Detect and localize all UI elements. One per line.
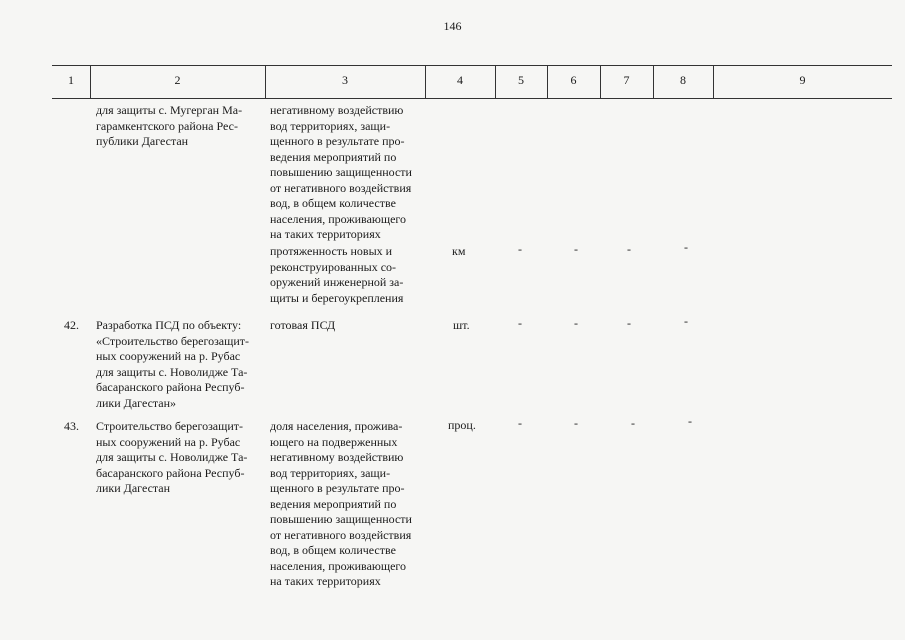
unit-label: км (452, 244, 466, 258)
unit-label: проц. (448, 418, 476, 432)
column-header-2: 2 (174, 73, 181, 87)
value-dash: - (684, 314, 688, 328)
object-name: Строительство берегозащит- ных сооружений на р. Рубас для защиты с. Новолидже Та- басаранского района Респуб- лики Дагестан (96, 419, 248, 495)
value-dash: - (688, 414, 692, 428)
column-header-7: 7 (623, 73, 630, 87)
indicator-description: негативному воздействию вод территориях, защи- щенного в результате про- ведения мероприятий по повышению защищенности от негативного воздействия вод, в общем количестве населения, проживающего на таких территориях (270, 103, 412, 241)
value-dash: - (627, 242, 631, 256)
indicator-description: протяженность новых и реконструированных со- оружений инженерной за- щиты и берегоукрепления (270, 244, 404, 305)
indicator-description: доля населения, прожива- ющего на подверженных негативному воздействию вод территориях, защи- щенного в результате про- ведения мероприятий по повышению защищенности от негативного воздействия вод, в общем количестве населения, проживающего на таких территориях (270, 419, 412, 588)
unit-label: шт. (453, 318, 470, 332)
value-dash: - (518, 416, 522, 430)
value-dash: - (574, 242, 578, 256)
column-header-4: 4 (457, 73, 463, 87)
header-bottom-rule (52, 98, 892, 99)
row-number: 43. (64, 419, 79, 433)
row-number: 42. (64, 318, 79, 332)
value-dash: - (574, 316, 578, 330)
column-header-6: 6 (570, 73, 577, 87)
column-header-1: 1 (68, 73, 74, 87)
column-header-8: 8 (680, 73, 686, 87)
value-dash: - (574, 416, 578, 430)
value-dash: - (684, 240, 688, 254)
column-header-9: 9 (799, 73, 806, 87)
indicator-description: готовая ПСД (270, 318, 336, 332)
column-header-3: 3 (342, 73, 348, 87)
value-dash: - (627, 316, 631, 330)
value-dash: - (518, 242, 522, 256)
page-number: 146 (443, 19, 462, 33)
object-name: для защиты с. Мугерган Ма- гарамкентского района Рес- публики Дагестан (96, 103, 243, 148)
object-name: Разработка ПСД по объекту: «Строительство берегозащит- ных сооружений на р. Рубас для защиты с. Новолидже Та- басаранского района Респуб- лики Дагестан» (96, 318, 250, 410)
value-dash: - (631, 416, 635, 430)
header-top-rule (52, 65, 892, 66)
value-dash: - (518, 316, 522, 330)
column-header-5: 5 (518, 73, 524, 87)
